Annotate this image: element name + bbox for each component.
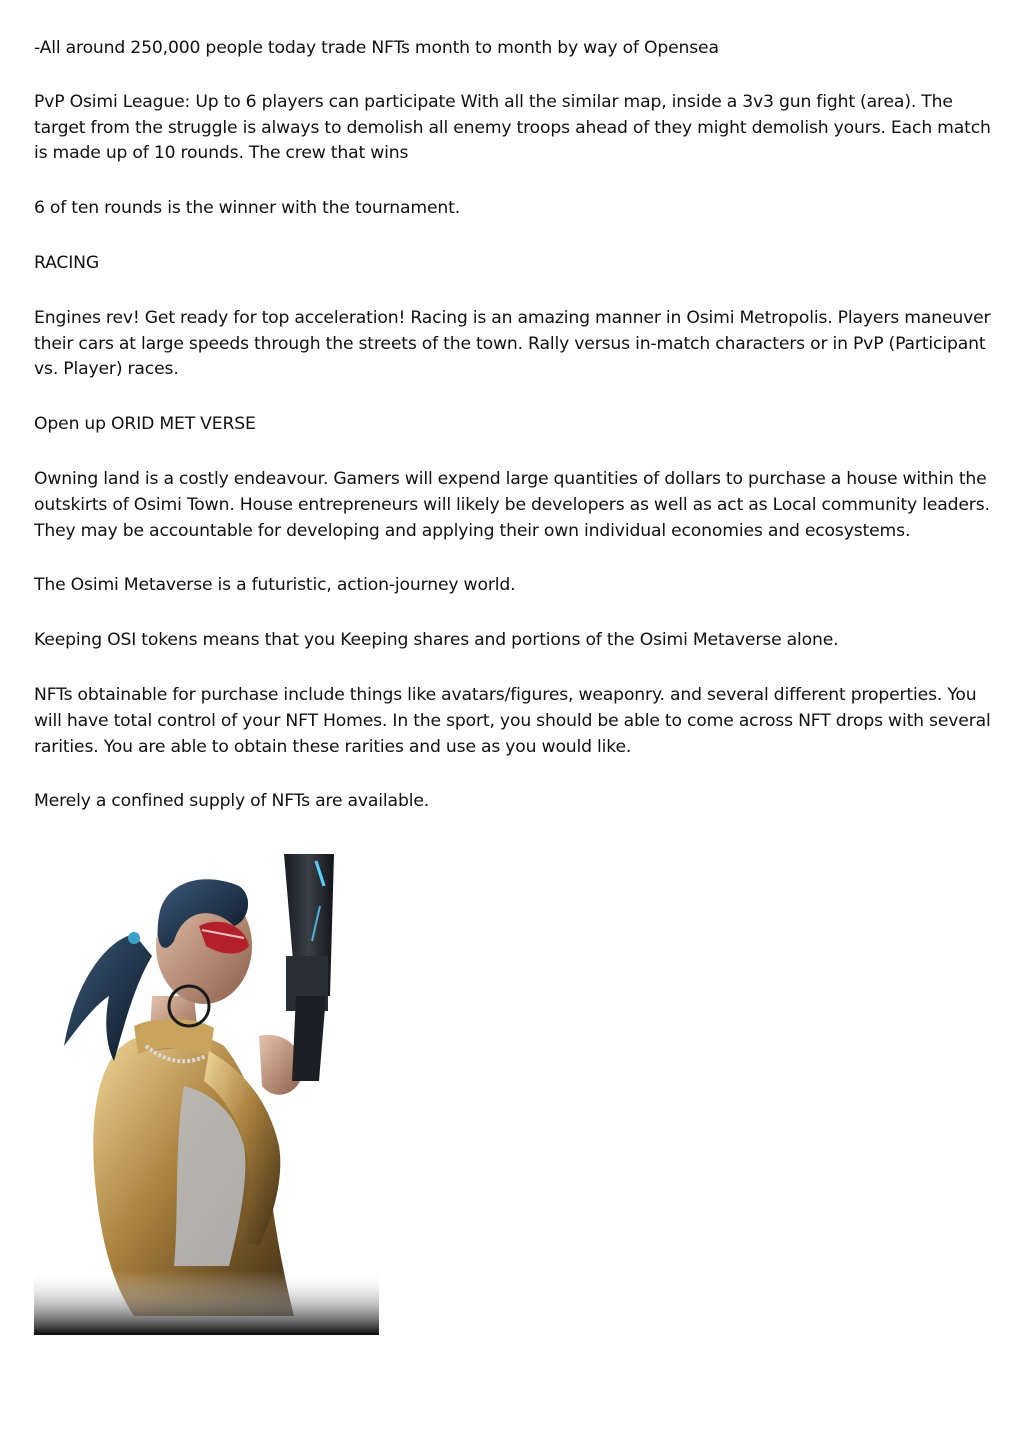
paragraph-tournament-winner: 6 of ten rounds is the winner with the tournament. (34, 198, 461, 219)
paragraph-metaverse-world: The Osimi Metaverse is a futuristic, action-journey world. (34, 575, 516, 596)
paragraph-limited-supply: Merely a confined supply of NFTs are available. (34, 791, 430, 812)
paragraph-land-ownership: Owning land is a costly endeavour. Gamers will expend large quantities of dollars to purchase a house within the outskirts of Osimi Town. House entrepreneurs will likely be developers as well as act as Local community leaders. They may be accountable for developing and applying their own individual economies and ecosystems. (34, 468, 990, 541)
heading-racing: RACING (34, 252, 100, 273)
paragraph-opensea-traders: -​All around 250,000 people today trade NFTs month to month by way of Opensea (34, 38, 719, 58)
paragraph-racing: Engines rev! Get ready for top acceleration! Racing is an amazing manner in Osimi Metropolis. Players maneuver their cars at large speeds through the streets of the town. Rally versus in-match characters or in PvP (Participant vs. Player) races. (34, 307, 991, 380)
paragraph-osi-tokens: Keeping OSI tokens means that you Keeping shares and portions of the Osimi Metaverse alone. (34, 630, 839, 651)
paragraph-pvp-league: PvP Osimi League: Up to 6 players can participate With all the similar map, inside a 3v3 gun fight (area). The target from the struggle is always to demolish all enemy troops ahead of they might demolish yours. Each match is made up of 10 rounds. The crew that wins (34, 91, 991, 164)
paragraph-nfts-purchase: NFTs obtainable for purchase include things like avatars/figures, weaponry. and several different properties. You will have total control of your NFT Homes. In the sport, you should be able to come across NFT drops with several rarities. You are able to obtain these rarities and use as you would like. (34, 684, 991, 757)
document-body (34, 36, 994, 844)
heading-open-metaverse: Open up ORID MET VERSE (34, 414, 256, 435)
character-with-pistol-image (34, 846, 379, 1335)
